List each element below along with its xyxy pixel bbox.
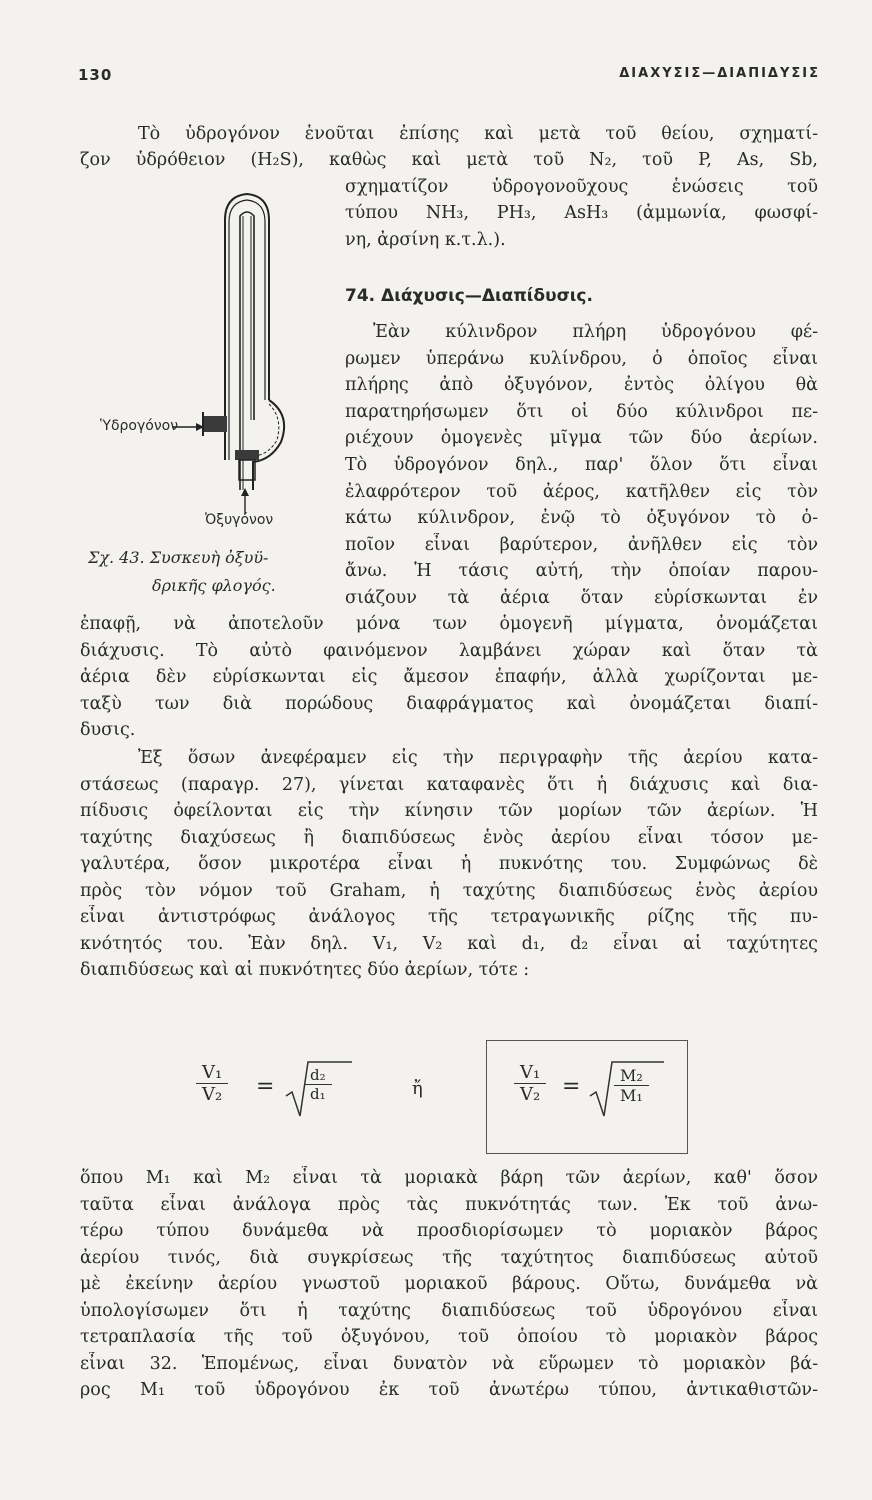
formula-denominator: V₂ [520, 1084, 541, 1105]
text-line: τετραπλασία τῆς τοῦ ὀξυγόνου, τοῦ ὁποίου τὸ μοριακὸν βάρος [80, 1327, 818, 1347]
text-line: τέρω τύπου δυνάμεθα νὰ προσδιορίσωμεν τὸ μοριακὸν βάρος [80, 1221, 818, 1241]
formula-root-numerator: M₂ [614, 1066, 649, 1086]
figure-label-hydrogen: Ὑδρογόνον [100, 418, 179, 434]
text-line: εἶναι ἀντιστρόφως ἀνάλογος τῆς τετραγωνικῆς ρίζης τῆς πυ- [80, 907, 818, 927]
text-line: ζον ὑδρόθειον (H₂S), καθὼς καὶ μετὰ τοῦ N₂, τοῦ P, As, Sb, [80, 150, 818, 170]
formula-numerator: V₁ [514, 1062, 546, 1084]
page-number: 130 [78, 66, 113, 84]
text-line: Τὸ ὑδρογόνον δηλ., παρ' ὅλον ὅτι εἶναι [345, 455, 818, 475]
text-line: Ἐξ ὅσων ἀνεφέραμεν εἰς τὴν περιγραφὴν τῆς ἀερίου κατα- [138, 748, 818, 768]
text-line: σχηματίζον ὑδρογονοῦχους ἑνώσεις τοῦ [345, 177, 818, 197]
running-head: ΔΙΑΧΥΣΙΣ—ΔΙΑΠΙΔΥΣΙΣ [619, 66, 820, 81]
text-line: ρωμεν ὑπεράνω κυλίνδρου, ὁ ὁποῖος εἶναι [345, 349, 818, 369]
formula-root-denominator: d₁ [310, 1085, 326, 1103]
text-line: δυσις. [80, 720, 136, 740]
text-line: ὑπολογίσωμεν ὅτι ἡ ταχύτης διαπιδύσεως τοῦ ὑδρογόνου εἶναι [80, 1301, 818, 1321]
text-line: ριέχουν ὁμογενὲς μῖγμα τῶν δύο ἀερίων. [345, 428, 818, 448]
formula-denominator: V₂ [202, 1084, 223, 1105]
text-line: ἄνω. Ἡ τάσις αὐτή, τὴν ὁποίαν παρου- [345, 561, 818, 581]
formula-equals: = [562, 1074, 581, 1099]
figure-label-oxygen: Ὀξυγόνον [205, 512, 274, 528]
text-line: κάτω κύλινδρον, ἐνῷ τὸ ὀξυγόνον τὸ ὁ- [345, 508, 818, 528]
figure-caption-cont: δρικῆς φλογός. [152, 576, 276, 595]
text-line: πρὸς τὸν νόμον τοῦ Graham, ἡ ταχύτης διαπιδύσεως ἑνὸς ἀερίου [80, 881, 818, 901]
text-line: εἶναι 32. Ἑπομένως, εἶναι δυνατὸν νὰ εὕρωμεν τὸ μοριακὸν βά- [80, 1354, 818, 1374]
page-header [78, 66, 820, 90]
arrow-up-icon [238, 486, 252, 514]
text-line: ταῦτα εἶναι ἀνάλογα πρὸς τὰς πυκνότητάς των. Ἐκ τοῦ ἀνω- [80, 1195, 818, 1215]
blowpipe-diagram-icon [195, 190, 305, 490]
text-line: πίδυσις ὀφείλονται εἰς τὴν κίνησιν τῶν μορίων τῶν ἀερίων. Ἡ [80, 801, 818, 821]
text-line: ποῖον εἶναι βαρύτερον, ἀνῆλθεν εἰς τὸν [345, 535, 818, 555]
text-line: σιάζουν τὰ ἀέρια ὅταν εὑρίσκωνται ἐν [345, 588, 818, 608]
text-line: ρος M₁ τοῦ ὑδρογόνου ἐκ τοῦ ἀνωτέρω τύπου, ἀντικαθιστῶν- [80, 1380, 818, 1400]
text-line: ὅπου M₁ καὶ M₂ εἶναι τὰ μοριακὰ βάρη τῶν ἀερίων, καθ' ὅσον [80, 1168, 818, 1188]
text-line: ἀερίου τινός, διὰ συγκρίσεως τῆς ταχύτητος διαπιδύσεως αὐτοῦ [80, 1248, 818, 1268]
section-title: 74. Διάχυσις—Διαπίδυσις. [345, 286, 593, 306]
formula-root-fraction [304, 1066, 332, 1103]
formula-numerator: V₁ [196, 1062, 228, 1084]
text-line: πλήρης ἀπὸ ὀξυγόνον, ἐντὸς ὀλίγου θὰ [345, 375, 818, 395]
formula-equals: = [256, 1074, 275, 1099]
formula-root-fraction [614, 1066, 649, 1105]
text-line: Τὸ ὑδρογόνον ἑνοῦται ἐπίσης καὶ μετὰ τοῦ θείου, σχηματί- [138, 124, 818, 144]
formula-root-numerator: d₂ [304, 1066, 332, 1085]
text-line: κνότητός του. Ἐὰν δηλ. V₁, V₂ καὶ d₁, d₂ εἶναι αἱ ταχύτητες [80, 934, 818, 954]
text-line: στάσεως (παραγρ. 27), γίνεται καταφανὲς ὅτι ἡ διάχυσις καὶ δια- [80, 775, 818, 795]
text-line: διαπιδύσεως καὶ αἱ πυκνότητες δύο ἀερίων, τότε : [80, 960, 530, 980]
text-line: παρατηρήσωμεν ὅτι οἱ δύο κύλινδροι πε- [345, 402, 818, 422]
text-line: διάχυσις. Τὸ αὐτὸ φαινόμενον λαμβάνει χώραν καὶ ὅταν τὰ [80, 641, 818, 661]
text-line: τύπου NH₃, PH₃, AsH₃ (ἀμμωνία, φωσφί- [345, 203, 818, 223]
text-line: ταξὺ των διὰ πορώδους διαφράγματος καὶ ὀνομάζεται διαπί- [80, 694, 818, 714]
text-line: ἀέρια δὲν εὑρίσκωνται εἰς ἄμεσον ἐπαφήν, ἀλλὰ χωρίζονται με- [80, 667, 818, 687]
text-line: ταχύτης διαχύσεως ἢ διαπιδύσεως ἑνὸς ἀερίου εἶναι τόσον με- [80, 828, 818, 848]
formula-right-fraction [514, 1062, 546, 1105]
text-line: ἐλαφρότερον τοῦ ἀέρος, κατῆλθεν εἰς τὸν [345, 482, 818, 502]
text-line: γαλυτέρα, ὅσον μικροτέρα εἶναι ἡ πυκνότης του. Συμφώνως δὲ [80, 854, 818, 874]
formula-root-denominator: M₁ [620, 1086, 643, 1105]
text-line: Ἐὰν κύλινδρον πλήρη ὑδρογόνου φέ- [373, 322, 818, 342]
formula-left-fraction [196, 1062, 228, 1105]
figure-caption: Σχ. 43. Συσκευὴ ὀξυϋ- [88, 548, 269, 567]
text-line: ἐπαφῇ, νὰ ἀποτελοῦν μόνα των ὁμογενῆ μίγματα, ὀνομάζεται [80, 614, 818, 634]
text-line: μὲ ἐκείνην ἀερίου γνωστοῦ μοριακοῦ βάρους. Οὕτω, δυνάμεθα νὰ [80, 1274, 818, 1294]
formula-or: ἤ [412, 1078, 423, 1099]
text-line: νη, ἀρσίνη κ.τ.λ.). [345, 230, 506, 250]
